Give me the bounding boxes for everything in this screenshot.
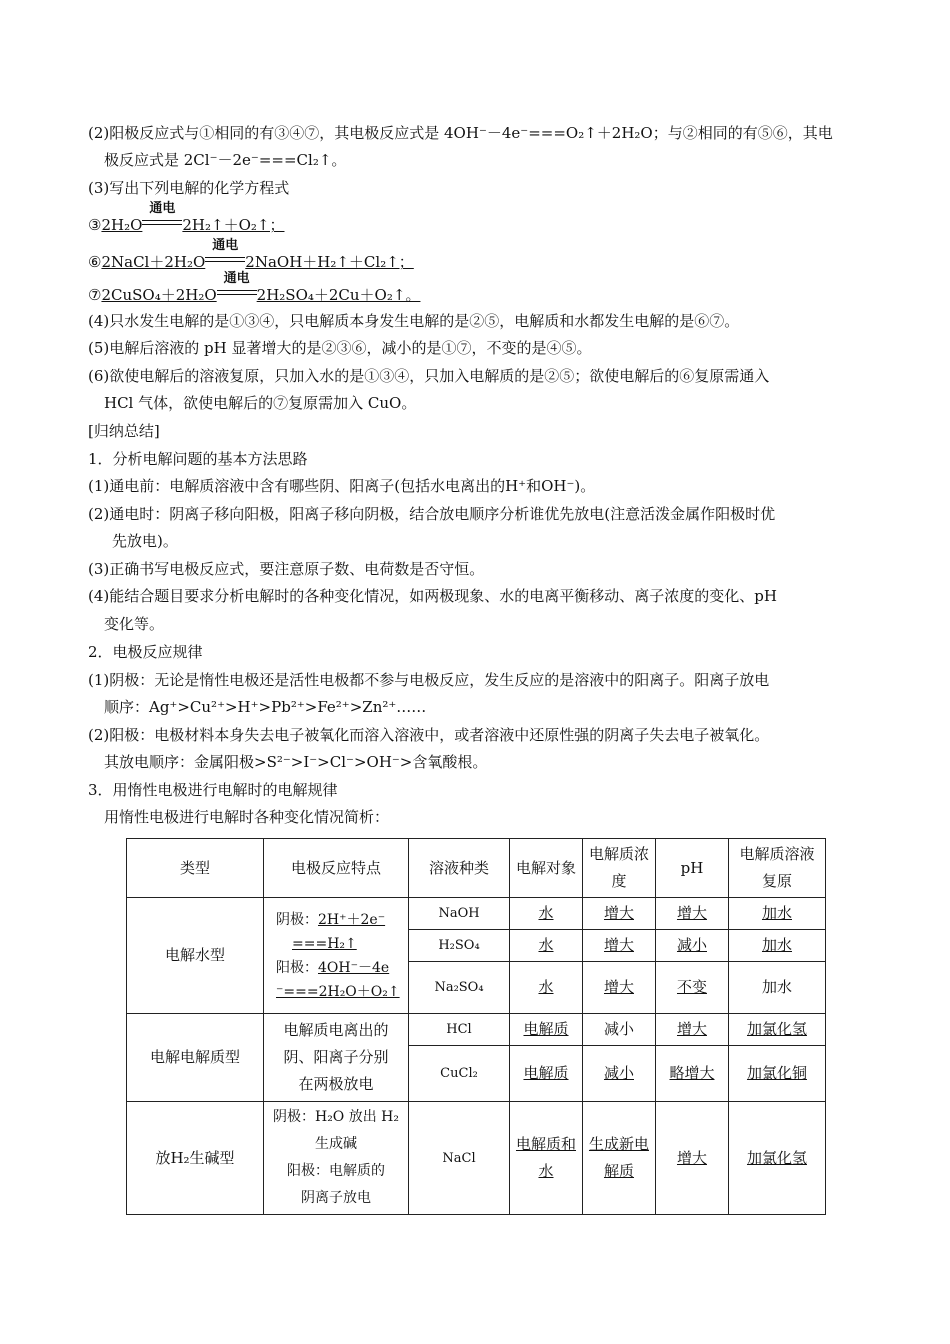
s1-item-3: (3)正确书写电极反应式，要注意原子数、电荷数是否守恒。 [88, 560, 485, 578]
q5-line: (5)电解后溶液的 pH 显著增大的是②③⑥，减小的是①⑦，不变的是④⑤。 [88, 339, 592, 357]
q2-line2: 极反应式是 2Cl⁻－2e⁻===Cl₂↑。 [104, 151, 347, 169]
feature-cell [264, 898, 409, 1014]
eq7-right: 2H₂SO₄＋2Cu＋O₂↑。 [256, 286, 421, 304]
electrolysis-table [126, 838, 826, 1215]
header-cell: 溶液种类 [409, 839, 510, 898]
cell: NaOH [409, 898, 510, 930]
cell: 减小 [656, 930, 729, 962]
cell: 增大 [656, 1014, 729, 1046]
cell: 增大 [656, 1102, 729, 1215]
condition-label: 通电 [212, 238, 239, 253]
cell: 电解质 [510, 1014, 583, 1046]
s1-item-1: (1)通电前：电解质溶液中含有哪些阴、阳离子(包括水电离出的H⁺和OH⁻)。 [88, 477, 596, 495]
section-1-title: 1．分析电解问题的基本方法思路 [88, 450, 308, 468]
electrolysis-arrow [205, 238, 245, 267]
eq6-right: 2NaOH＋H₂↑＋Cl₂↑； [245, 253, 414, 271]
feature-text: 阳极：电解质的 [287, 1163, 385, 1179]
electrolysis-arrow [142, 201, 182, 230]
feature-text: 电解质电离出的 [283, 1021, 389, 1039]
feature-cell [264, 1102, 409, 1215]
table-row [127, 1014, 826, 1046]
cell: 增大 [583, 898, 656, 930]
eq3-left: 2H₂O [101, 216, 143, 234]
q3-title: (3)写出下列电解的化学方程式 [88, 179, 290, 197]
cell: 生成新电解质 [583, 1102, 656, 1215]
header-cell: 电解质浓度 [583, 839, 656, 898]
cell: 加氯化铜 [729, 1046, 826, 1102]
cell: Na₂SO₄ [409, 962, 510, 1014]
cell: HCl [409, 1014, 510, 1046]
feature-text: 2H⁺＋2e⁻ [318, 911, 386, 928]
q6-line2: HCl 气体，欲使电解后的⑦复原需加入 CuO。 [104, 394, 417, 412]
feature-text: 阴极：H₂O 放出 H₂ [272, 1109, 400, 1125]
cell: 加水 [729, 930, 826, 962]
eq3-num: ③ [88, 216, 102, 234]
equation-7 [88, 271, 421, 306]
q4-line: (4)只水发生电解的是①③④，只电解质本身发生电解的是②⑤，电解质和水都发生电解的是⑥⑦。 [88, 312, 740, 330]
cell: 略增大 [656, 1046, 729, 1102]
condition-label: 通电 [149, 201, 176, 216]
feature-cell [264, 1014, 409, 1102]
cell: 加氯化氢 [729, 1014, 826, 1046]
cell: H₂SO₄ [409, 930, 510, 962]
header-cell: 电解质溶液复原 [729, 839, 826, 898]
cell: 加水 [729, 898, 826, 930]
cell: 水 [510, 930, 583, 962]
cell: 增大 [656, 898, 729, 930]
s2-item-1a: (1)阴极：无论是惰性电极还是活性电极都不参与电极反应，发生反应的是溶液中的阳离子。阳离子放电 [88, 671, 770, 689]
cell: 增大 [583, 930, 656, 962]
table-row [127, 898, 826, 930]
type-cell: 电解水型 [127, 898, 264, 1014]
header-cell: 电解对象 [510, 839, 583, 898]
cell: NaCl [409, 1102, 510, 1215]
cell: 电解质 [510, 1046, 583, 1102]
eq3-right: 2H₂↑＋O₂↑； [182, 216, 285, 234]
electrolysis-arrow [217, 271, 257, 300]
cell: 加氯化氢 [729, 1102, 826, 1215]
s2-item-2b: 其放电顺序：金属阳极>S²⁻>I⁻>Cl⁻>OH⁻>含氧酸根。 [104, 753, 488, 771]
eq7-num: ⑦ [88, 286, 102, 304]
cell: 水 [510, 962, 583, 1014]
feature-text: 阴极： [276, 911, 318, 928]
equation-3 [88, 201, 285, 236]
cell: 减小 [583, 1014, 656, 1046]
s1-item-2a: (2)通电时：阴离子移向阳极，阳离子移向阴极，结合放电顺序分析谁优先放电(注意活泼金属作阳极时优 [88, 505, 776, 523]
cell: CuCl₂ [409, 1046, 510, 1102]
section-3-title: 3．用惰性电极进行电解时的电解规律 [88, 781, 338, 799]
s2-item-1b: 顺序：Ag⁺>Cu²⁺>H⁺>Pb²⁺>Fe²⁺>Zn²⁺…… [104, 698, 427, 716]
eq6-num: ⑥ [88, 253, 102, 271]
q2-line1: (2)阳极反应式与①相同的有③④⑦，其电极反应式是 4OH⁻－4e⁻===O₂↑＋2H₂O；与②相同的有⑤⑥，其电 [88, 124, 833, 142]
feature-text: 阴离子放电 [301, 1190, 371, 1206]
cell: 增大 [583, 962, 656, 1014]
table-row [127, 1102, 826, 1215]
section-2-title: 2．电极反应规律 [88, 643, 203, 661]
s1-item-4b: 变化等。 [104, 615, 165, 633]
summary-heading: [归纳总结] [88, 422, 160, 440]
table-header-row [127, 839, 826, 898]
type-cell: 电解电解质型 [127, 1014, 264, 1102]
s1-item-2b: 先放电)。 [112, 532, 178, 550]
header-cell: pH [656, 839, 729, 898]
eq7-left: 2CuSO₄＋2H₂O [101, 286, 217, 304]
feature-text: ===H₂↑ [292, 935, 357, 952]
feature-text: ⁻===2H₂O＋O₂↑ [276, 983, 400, 1000]
cell: 水 [510, 898, 583, 930]
s2-item-2a: (2)阳极：电极材料本身失去电子被氧化而溶入溶液中，或者溶液中还原性强的阴离子失去电子被氧化。 [88, 726, 770, 744]
header-cell: 电极反应特点 [264, 839, 409, 898]
cell: 电解质和水 [510, 1102, 583, 1215]
condition-label: 通电 [223, 271, 250, 286]
feature-text: 在两极放电 [298, 1075, 374, 1093]
feature-text: 阳极： [276, 959, 318, 976]
feature-text: 阴、阳离子分别 [283, 1048, 389, 1066]
s1-item-4a: (4)能结合题目要求分析电解时的各种变化情况，如两极现象、水的电离平衡移动、离子浓度的变化、pH [88, 587, 777, 605]
feature-text: 生成碱 [315, 1136, 357, 1152]
section-3-intro: 用惰性电极进行电解时各种变化情况简析： [104, 808, 390, 826]
eq6-left: 2NaCl＋2H₂O [101, 253, 206, 271]
type-cell: 放H₂生碱型 [127, 1102, 264, 1215]
cell: 加水 [729, 962, 826, 1014]
q6-line1: (6)欲使电解后的溶液复原，只加入水的是①③④，只加入电解质的是②⑤；欲使电解后的⑥复原需通入 [88, 367, 770, 385]
feature-text: 4OH⁻－4e [318, 959, 390, 976]
header-cell: 类型 [127, 839, 264, 898]
cell: 不变 [656, 962, 729, 1014]
cell: 减小 [583, 1046, 656, 1102]
